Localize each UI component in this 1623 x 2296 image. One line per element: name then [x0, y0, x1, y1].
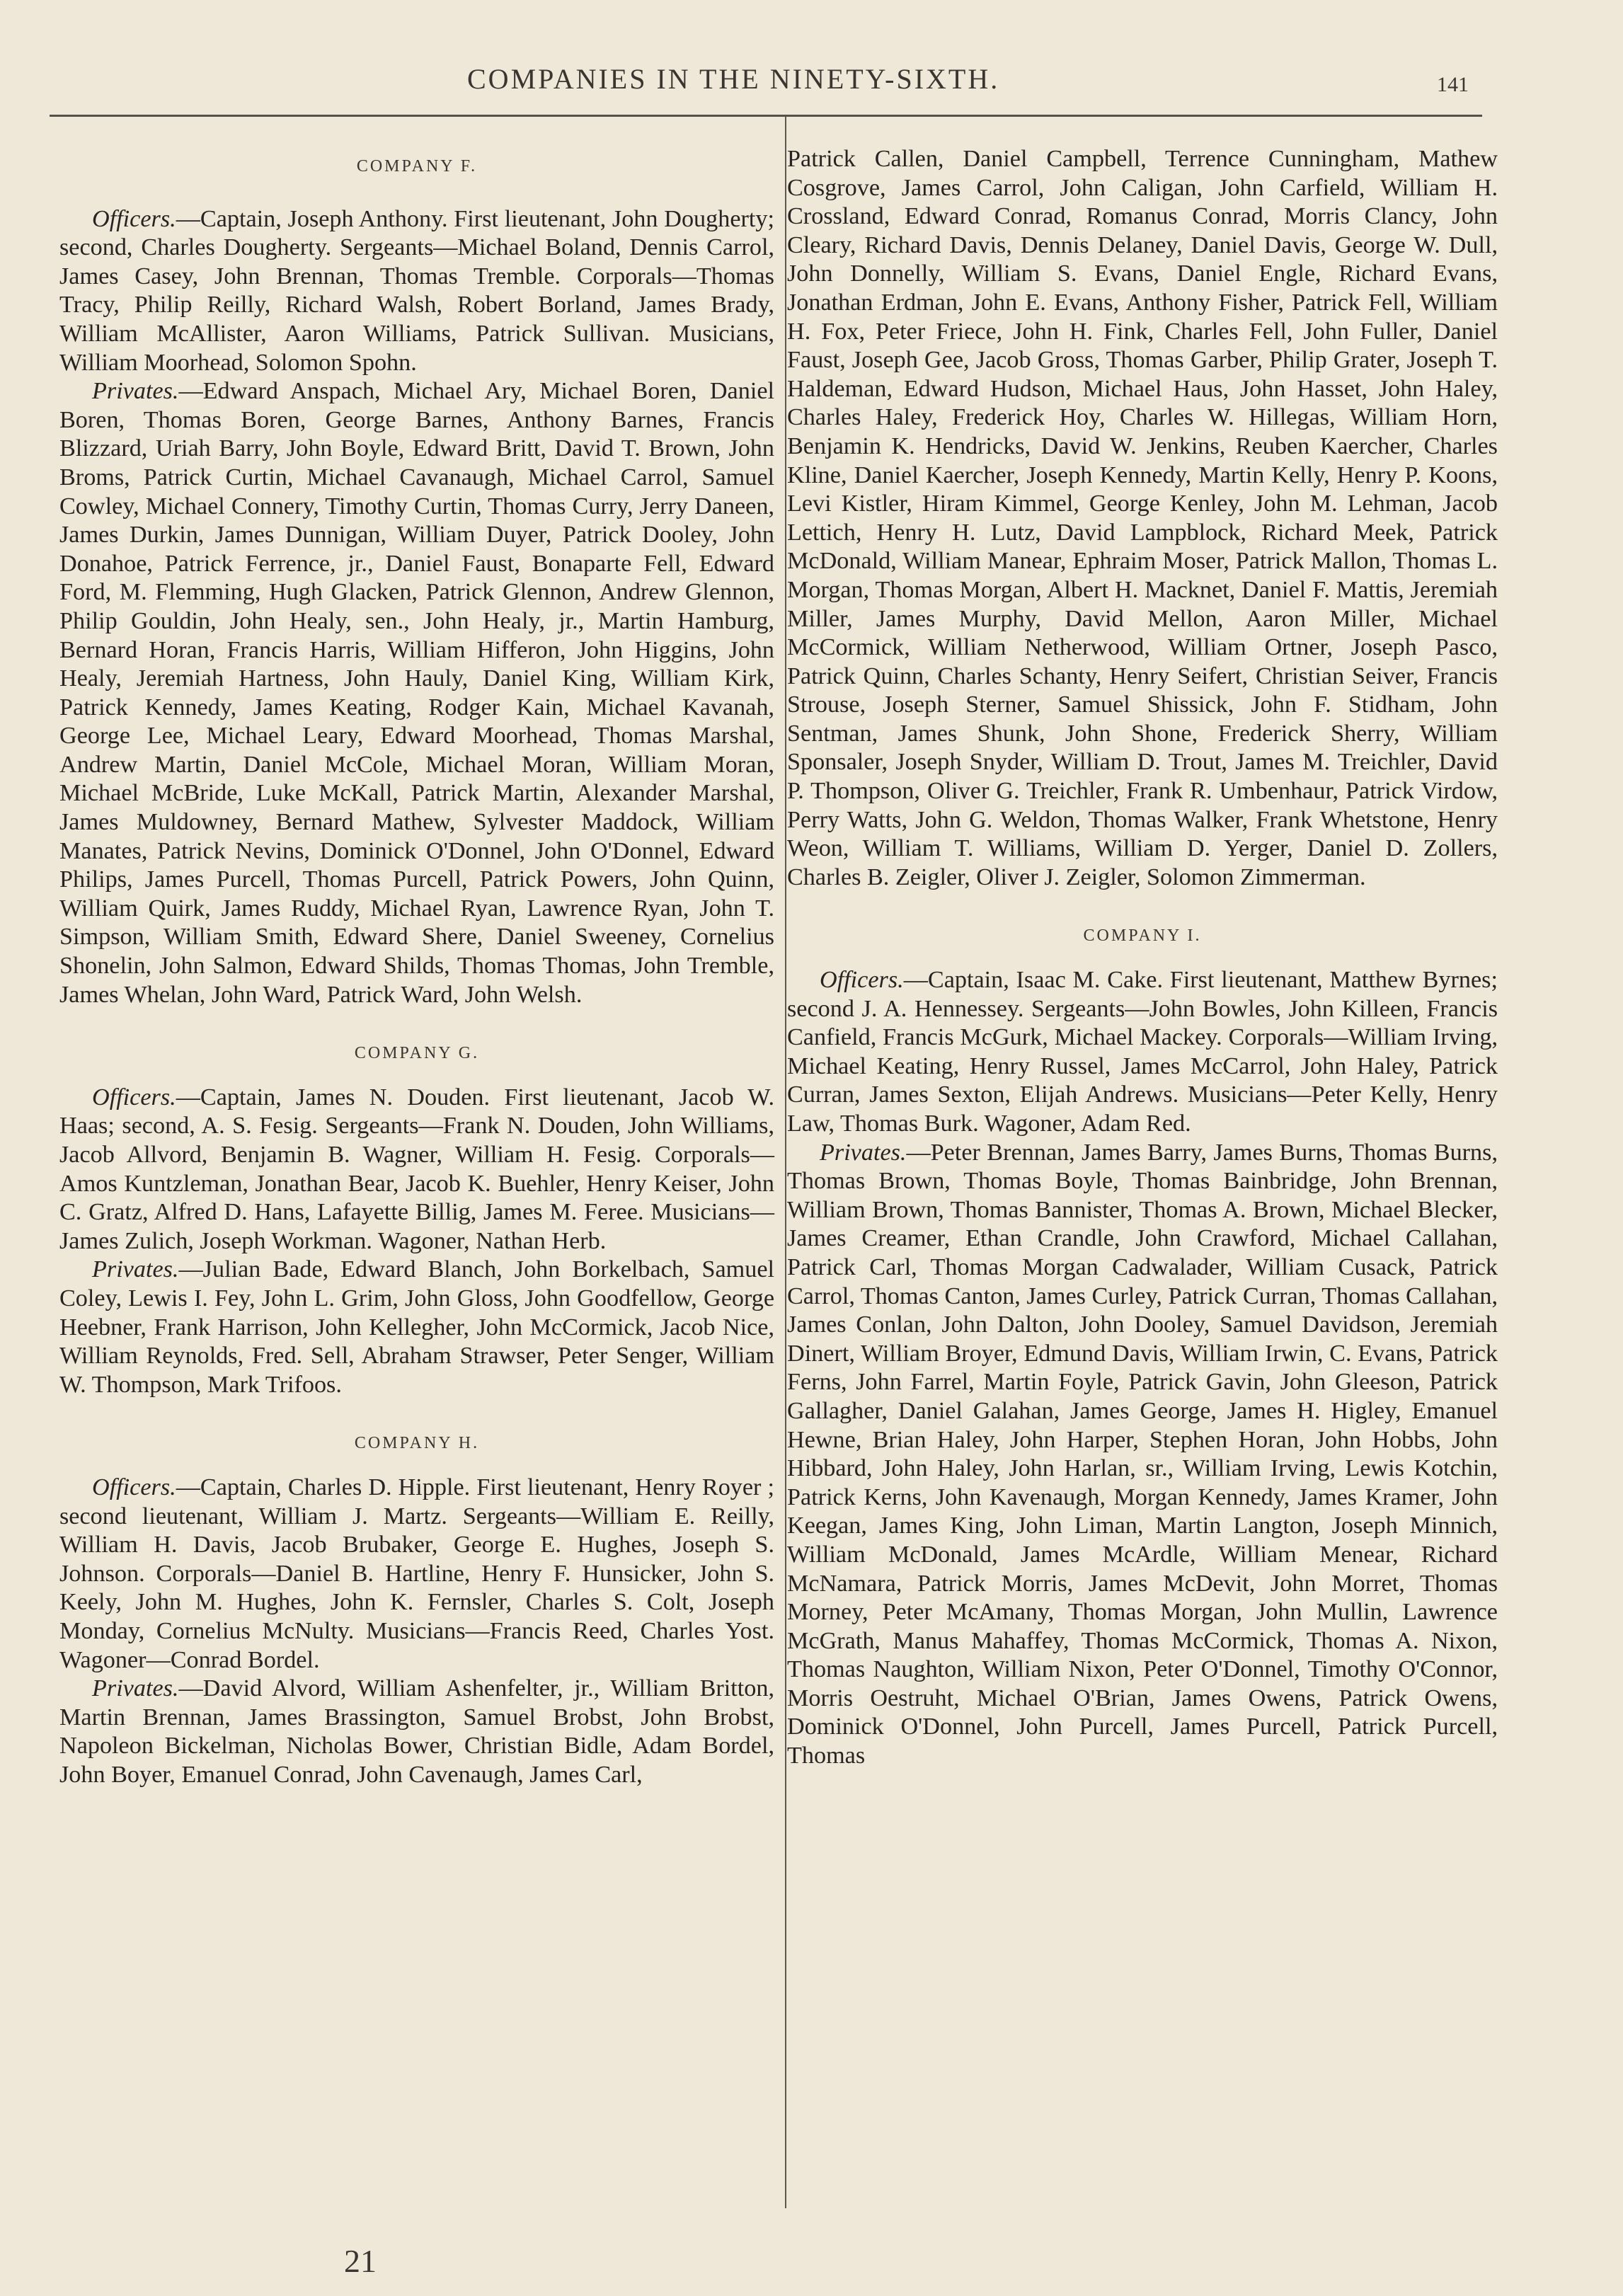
company-i-privates-label: Privates. — [820, 1139, 907, 1166]
company-f-officers-label: Officers. — [92, 205, 176, 232]
company-h-heading: COMPANY H. — [354, 1434, 480, 1453]
company-i-privates — [787, 1139, 1498, 1771]
company-h-officers — [59, 1474, 774, 1675]
signature-mark: 21 — [344, 2243, 377, 2279]
company-f-heading: COMPANY F. — [356, 157, 478, 176]
company-g-privates-label: Privates. — [92, 1256, 179, 1283]
company-i-heading: COMPANY I. — [1083, 926, 1202, 946]
company-f-privates-text: —Edward Anspach, Michael Ary, Michael Boren, Daniel Boren, Thomas Boren, George Barnes, Anthony Barnes, Francis Blizzard, Uriah Barry, John Boyle, Edward Britt, David T. Brown, John Broms, Patrick Curtin, Michael Cavanaugh, Michael Carrol, Samuel Cowley, Michael Connery, Timothy Curtin, Thomas Curry, Jerry Daneen, James Durkin, James Dunnigan, William Duyer, Patrick Dooley, John Donahoe, Patrick Ferrence, jr., Daniel Faust, Bonaparte Fell, Edward Ford, M. Flemming, Hugh Glacken, Patrick Glennon, Andrew Glennon, Philip Gouldin, John Healy, sen., John Healy, jr., Martin Hamburg, Bernard Horan, Francis Harris, William Hifferon, John Higgins, John Healy, Jeremiah Hartness, John Hauly, Daniel King, William Kirk, Patrick Kennedy, James Keating, Rodger Kain, Michael Kavanah, George Lee, Michael Leary, Edward Moorhead, Thomas Marshal, Andrew Martin, Daniel McCole, Michael Moran, William Moran, Michael McBride, Luke McKall, Patrick Martin, Alexander Marshal, James Muldowney, Bernard Mathew, Sylvester Maddock, William Manates, Patrick Nevins, Dominick O'Donnel, John O'Donnel, Edward Philips, James Purcell, Thomas Purcell, Patrick Powers, John Quinn, William Quirk, James Ruddy, Michael Ryan, Lawrence Ryan, John T. Simpson, William Smith, Edward Shere, Daniel Sweeney, Cornelius Shonelin, John Salmon, Edward Shilds, Thomas Thomas, John Tremble, James Whelan, John Ward, Patrick Ward, John Welsh. — [59, 378, 774, 1008]
company-i-officers-text: —Captain, Isaac M. Cake. First lieutenant, Matthew Byrnes; second J. A. Hennessey. Sergeants—John Bowles, John Killeen, Francis Canfield, Francis McGurk, Michael Mackey. Corporals—William Irving, Michael Keating, Henry Russel, James McCarrol, John Haley, Patrick Curran, James Sexton, Elijah Andrews. Musicians—Peter Kelly, Henry Law, Thomas Burk. Wagoner, Adam Red. — [787, 967, 1498, 1137]
company-i-officers — [787, 966, 1498, 1139]
company-h-privates-text: —David Alvord, William Ashenfelter, jr., William Britton, Martin Brennan, James Brassington, Samuel Brobst, John Brobst, Napoleon Bickelman, Nicholas Bower, Christian Bidle, Adam Bordel, John Boyer, Emanuel Conrad, John Cavenaugh, James Carl, — [59, 1675, 774, 1788]
page-number: 141 — [1437, 73, 1469, 96]
company-h-privates-label: Privates. — [92, 1675, 179, 1702]
company-g-officers-label: Officers. — [92, 1084, 176, 1110]
company-f-privates-label: Privates. — [92, 378, 179, 405]
running-title: COMPANIES IN THE NINETY-SIXTH. — [467, 63, 1000, 95]
right-column — [787, 145, 1498, 1771]
company-g-privates-text: —Julian Bade, Edward Blanch, John Borkelbach, Samuel Coley, Lewis I. Fey, John L. Grim, John Gloss, John Goodfellow, George Heebner, Frank Harrison, John Kellegher, John McCormick, Jacob Nice, William Reynolds, Fred. Sell, Abraham Strawser, Peter Senger, William W. Thompson, Mark Trifoos. — [59, 1256, 774, 1398]
company-i-officers-label: Officers. — [820, 967, 904, 994]
company-i-privates-text: —Peter Brennan, James Barry, James Burns, Thomas Burns, Thomas Brown, Thomas Boyle, Thomas Bainbridge, John Brennan, William Brown, Thomas Bannister, Thomas A. Brown, Michael Blecker, James Creamer, Ethan Crandle, John Crawford, Michael Callahan, Patrick Carl, Thomas Morgan Cadwalader, William Cusack, Patrick Carrol, Thomas Canton, James Curley, Patrick Curran, Thomas Callahan, James Conlan, John Dalton, John Dooley, Samuel Davidson, Jeremiah Dinert, William Broyer, Edmund Davis, William Irwin, C. Evans, Patrick Ferns, John Farrel, Martin Foyle, Patrick Gavin, John Gleeson, Patrick Gallagher, Daniel Galahan, James George, James H. Higley, Emanuel Hewne, Brian Haley, John Harper, Stephen Horan, John Hobbs, John Hibbard, John Haley, John Harlan, sr., William Irving, Lewis Kotchin, Patrick Kerns, John Kavenaugh, Morgan Kennedy, James Kramer, John Keegan, James King, John Liman, Martin Langton, Joseph Minnich, William McDonald, James McArdle, William Menear, Richard McNamara, Patrick Morris, James McDevit, John Morret, Thomas Morney, Peter McAmany, Thomas Morgan, John Mullin, Lawrence McGrath, Manus Mahaffey, Thomas McCormick, Thomas A. Nixon, Thomas Naughton, William Nixon, Peter O'Donnel, Timothy O'Connor, Morris Oestruht, Michael O'Brian, James Owens, Patrick Owens, Dominick O'Donnel, John Purcell, James Purcell, Patrick Purcell, Thomas — [787, 1139, 1498, 1769]
header-rule — [50, 115, 1482, 117]
company-f-officers-text: —Captain, Joseph Anthony. First lieutenant, John Dougherty; second, Charles Dougherty. Sergeants—Michael Boland, Dennis Carrol, James Casey, John Brennan, Thomas Tremble. Corporals—Thomas Tracy, Philip Reilly, Richard Walsh, Robert Borland, James Brady, William McAllister, Aaron Williams, Patrick Sullivan. Musicians, William Moorhead, Solomon Spohn. — [59, 205, 774, 376]
company-g-officers — [59, 1084, 774, 1256]
column-divider — [785, 117, 786, 2208]
company-h-privates-continued: Patrick Callen, Daniel Campbell, Terrence Cunningham, Mathew Cosgrove, James Carrol, John Caligan, John Carfield, William H. Crossland, Edward Conrad, Romanus Conrad, Morris Clancy, John Cleary, Richard Davis, Dennis Delaney, Daniel Davis, George W. Dull, John Donnelly, William S. Evans, Daniel Engle, Richard Evans, Jonathan Erdman, John E. Evans, Anthony Fisher, Patrick Fell, William H. Fox, Peter Friece, John H. Fink, Charles Fell, John Fuller, Daniel Faust, Joseph Gee, Jacob Gross, Thomas Garber, Philip Grater, Joseph T. Haldeman, Edward Hudson, Michael Haus, John Hasset, John Haley, Charles Haley, Frederick Hoy, Charles W. Hillegas, William Horn, Benjamin K. Hendricks, David W. Jenkins, Reuben Kaercher, Charles Kline, Daniel Kaercher, Joseph Kennedy, Martin Kelly, Henry P. Koons, Levi Kistler, Hiram Kimmel, George Kenley, John M. Lehman, Jacob Lettich, Henry H. Lutz, David Lampblock, Richard Meek, Patrick McDonald, William Manear, Ephraim Moser, Patrick Mallon, Thomas L. Morgan, Thomas Morgan, Albert H. Macknet, Daniel F. Mattis, Jeremiah Miller, James Murphy, David Mellon, Aaron Miller, Michael McCormick, William Netherwood, William Ortner, Joseph Pasco, Patrick Quinn, Charles Schanty, Henry Seifert, Christian Seiver, Francis Strouse, Joseph Sterner, Samuel Shissick, John F. Stidham, John Sentman, James Shunk, John Shone, Frederick Sherry, William Sponsaler, Joseph Snyder, William D. Trout, James M. Treichler, David P. Thompson, Oliver G. Treichler, Frank R. Umbenhaur, Patrick Virdow, Perry Watts, John G. Weldon, Thomas Walker, Frank Whetstone, Henry Weon, William T. Williams, William D. Yerger, Daniel D. Zollers, Charles B. Zeigler, Oliver J. Zeigler, Solomon Zimmerman. — [787, 146, 1498, 890]
company-h-privates — [59, 1675, 774, 1789]
company-f-officers — [59, 205, 774, 378]
left-column — [59, 145, 774, 1789]
company-g-heading: COMPANY G. — [354, 1044, 480, 1063]
company-h-officers-text: —Captain, Charles D. Hipple. First lieutenant, Henry Royer ; second lieutenant, William J. Martz. Sergeants—William E. Reilly, William H. Davis, Jacob Brubaker, George E. Hughes, Joseph S. Johnson. Corporals—Daniel B. Hartline, Henry F. Hunsicker, John S. Keely, John M. Hughes, John K. Fernsler, Charles S. Colt, Joseph Monday, Cornelius McNulty. Musicians—Francis Reed, Charles Yost. Wagoner—Conrad Bordel. — [59, 1474, 774, 1673]
company-h-officers-label: Officers. — [92, 1474, 176, 1500]
company-g-privates — [59, 1256, 774, 1399]
company-f-privates — [59, 377, 774, 1009]
company-g-officers-text: —Captain, James N. Douden. First lieutenant, Jacob W. Haas; second, A. S. Fesig. Sergeants—Frank N. Douden, John Williams, Jacob Allvord, Benjamin B. Wagner, William H. Fesig. Corporals—Amos Kuntzleman, Jonathan Bear, Jacob K. Buehler, Henry Keiser, John C. Gratz, Alfred D. Hans, Lafayette Billig, James M. Feree. Musicians—James Zulich, Joseph Workman. Wagoner, Nathan Herb. — [59, 1084, 774, 1254]
